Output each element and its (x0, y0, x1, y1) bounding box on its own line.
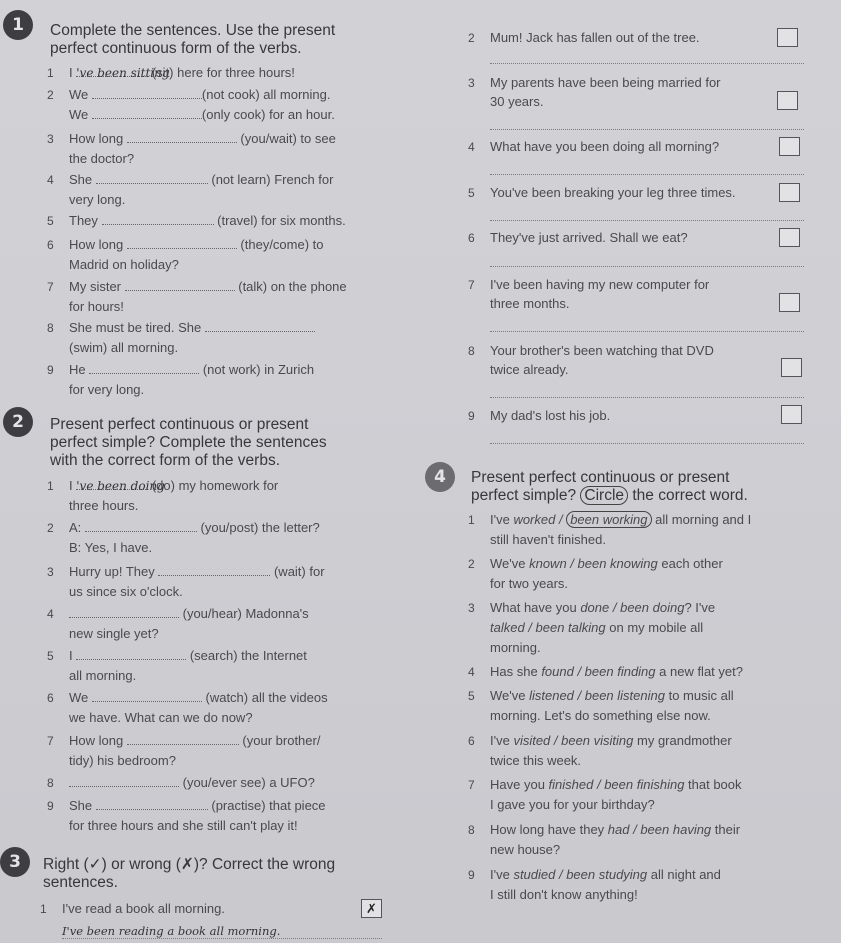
list-item: 5 They (travel) for six months. (47, 213, 346, 228)
exercise-heading (50, 416, 327, 470)
option-word[interactable]: found / been finding (541, 664, 656, 679)
exercise-number-badge: 4 (425, 462, 455, 492)
answer-blank[interactable] (85, 518, 197, 532)
list-item: 9 My dad's lost his job. (468, 408, 611, 423)
option-word[interactable]: listened / been listening (529, 688, 665, 703)
list-item: 2 A: (you/post) the letter? B: Yes, I have. (47, 520, 320, 555)
answer-blank[interactable] (102, 211, 214, 225)
answer-blank[interactable] (69, 773, 179, 787)
option-word[interactable]: known / been knowing (529, 556, 658, 571)
heading-line: perfect simple? Circle the correct word. (471, 487, 748, 504)
answer-checkbox[interactable] (781, 358, 802, 377)
list-item: 1 I 've been sitting (sit) here for three hours! (47, 65, 295, 80)
answer-checkbox[interactable] (779, 293, 800, 312)
answer-blank[interactable] (76, 646, 186, 660)
exercise-heading (471, 469, 748, 505)
heading-line: with the correct form of the verbs. (50, 452, 281, 469)
answer-checkbox[interactable] (779, 228, 800, 247)
option-word-circled[interactable]: been working (566, 511, 651, 528)
answer-blank[interactable] (96, 170, 208, 184)
option-word[interactable]: finished / been finishing (548, 777, 685, 792)
answer-rule (490, 174, 804, 175)
answer-blank[interactable] (92, 85, 202, 99)
answer-rule (490, 266, 804, 267)
answer-checkbox[interactable] (777, 28, 798, 47)
heading-line: perfect simple? Complete the sentences (50, 434, 327, 451)
option-word[interactable]: had / been having (607, 822, 712, 837)
answer-rule (62, 938, 382, 939)
list-item: 2 We (not cook) all morning. We (only cook) for an hour. (47, 87, 335, 122)
list-item: 8 Your brother's been watching that DVD twice already. (468, 343, 714, 377)
answer-blank[interactable] (96, 796, 208, 810)
list-item: 5 We've listened / been listening to music all morning. Let's do something else now. (468, 688, 734, 723)
answer-blank[interactable] (92, 688, 202, 702)
answer-checkbox[interactable] (777, 91, 798, 110)
answer-blank[interactable] (127, 731, 239, 745)
answer-blank[interactable] (158, 562, 270, 576)
list-item: 2 We've known / been knowing each other for two years. (468, 556, 723, 591)
answer-blank[interactable] (125, 277, 235, 291)
option-word[interactable]: worked / (513, 512, 567, 527)
answer-blank[interactable] (205, 318, 315, 332)
list-item: 3 What have you done / been doing? I've talked / been talking on my mobile all morning. (468, 600, 716, 655)
list-item: 6 We (watch) all the videos we have. What can we do now? (47, 690, 328, 725)
list-item: 5 I (search) the Internet all morning. (47, 648, 307, 683)
list-item: 9 He (not work) in Zurich for very long. (47, 362, 315, 397)
list-item: 3 How long (you/wait) to see the doctor? (47, 131, 336, 166)
list-item: 7 My sister (talk) on the phone for hours! (47, 279, 347, 314)
list-item: 1 I've worked / been working all morning and I still haven't finished. (468, 512, 752, 547)
heading-line: perfect continuous form of the verbs. (50, 40, 302, 57)
answer-blank[interactable] (89, 360, 199, 374)
option-word[interactable]: studied / been studying (513, 867, 648, 882)
answer-checkbox[interactable]: ✗ (361, 899, 382, 918)
answer-blank[interactable] (127, 235, 237, 249)
list-item: 7 Have you finished / been finishing that book I gave you for your birthday? (468, 777, 742, 812)
heading-line: sentences. (43, 874, 118, 891)
list-item: 6 How long (they/come) to Madrid on holiday? (47, 237, 324, 272)
list-item: 3 Hurry up! They (wait) for us since six o'clock. (47, 564, 325, 599)
list-item: 1 I've read a book all morning. I've been reading a book all morning. (40, 899, 400, 939)
list-item: 5 You've been breaking your leg three times. (468, 185, 736, 200)
answer-blank[interactable] (92, 105, 202, 119)
list-item: 2 Mum! Jack has fallen out of the tree. (468, 30, 700, 45)
list-item: 6 I've visited / been visiting my grandmother twice this week. (468, 733, 732, 768)
list-item: 4 She (not learn) French for very long. (47, 172, 334, 207)
answer-rule (490, 220, 804, 221)
answer-checkbox[interactable] (781, 405, 802, 424)
answer-blank[interactable] (127, 129, 237, 143)
exercise-heading (43, 856, 335, 892)
heading-line: Complete the sentences. Use the present (50, 22, 336, 39)
heading-line: Right (✓) or wrong (✗)? Correct the wrong (43, 856, 336, 873)
answer-checkbox[interactable] (779, 183, 800, 202)
answer-rule (490, 397, 804, 398)
list-item: 7 I've been having my new computer for three months. (468, 277, 710, 311)
exercise-number-badge: 2 (3, 407, 33, 437)
list-item: 8 (you/ever see) a UFO? (47, 775, 315, 790)
list-item: 8 How long have they had / been having their new house? (468, 822, 741, 857)
answer-checkbox[interactable] (779, 137, 800, 156)
list-item: 3 My parents have been being married for 30 years. (468, 75, 721, 109)
option-word[interactable]: done / been doing (580, 600, 685, 615)
answer-rule (490, 443, 804, 444)
list-item: 9 I've studied / been studying all night and I still don't know anything! (468, 867, 721, 902)
list-item: 1 I 've been doing (do) my homework for three hours. (47, 478, 279, 513)
list-item: 4 What have you been doing all morning? (468, 139, 720, 154)
answer-blank[interactable] (69, 604, 179, 618)
exercise-heading (50, 22, 335, 58)
answer-rule (490, 331, 804, 332)
exercise-number-badge: 3 (0, 847, 30, 877)
answer-blank[interactable]: 've been sitting (76, 63, 148, 77)
heading-line: Present perfect continuous or present (50, 416, 309, 433)
exercise-number-badge: 1 (3, 10, 33, 40)
answer-blank[interactable]: 've been doing (76, 476, 148, 490)
heading-line: Present perfect continuous or present (471, 469, 730, 486)
answer-rule (490, 63, 804, 64)
answer-line: I've been reading a book all morning. (62, 924, 281, 938)
list-item: 4 (you/hear) Madonna's new single yet? (47, 606, 309, 641)
list-item: 6 They've just arrived. Shall we eat? (468, 230, 688, 245)
option-word[interactable]: visited / been visiting (513, 733, 634, 748)
answer-rule (490, 129, 804, 130)
list-item: 4 Has she found / been finding a new flat yet? (468, 664, 743, 679)
list-item: 9 She (practise) that piece for three hours and she still can't play it! (47, 798, 326, 833)
option-word[interactable]: talked / been talking (490, 620, 606, 635)
list-item: 8 She must be tired. She (swim) all morning. (47, 318, 427, 358)
list-item: 7 How long (your brother/ tidy) his bedroom? (47, 733, 321, 768)
